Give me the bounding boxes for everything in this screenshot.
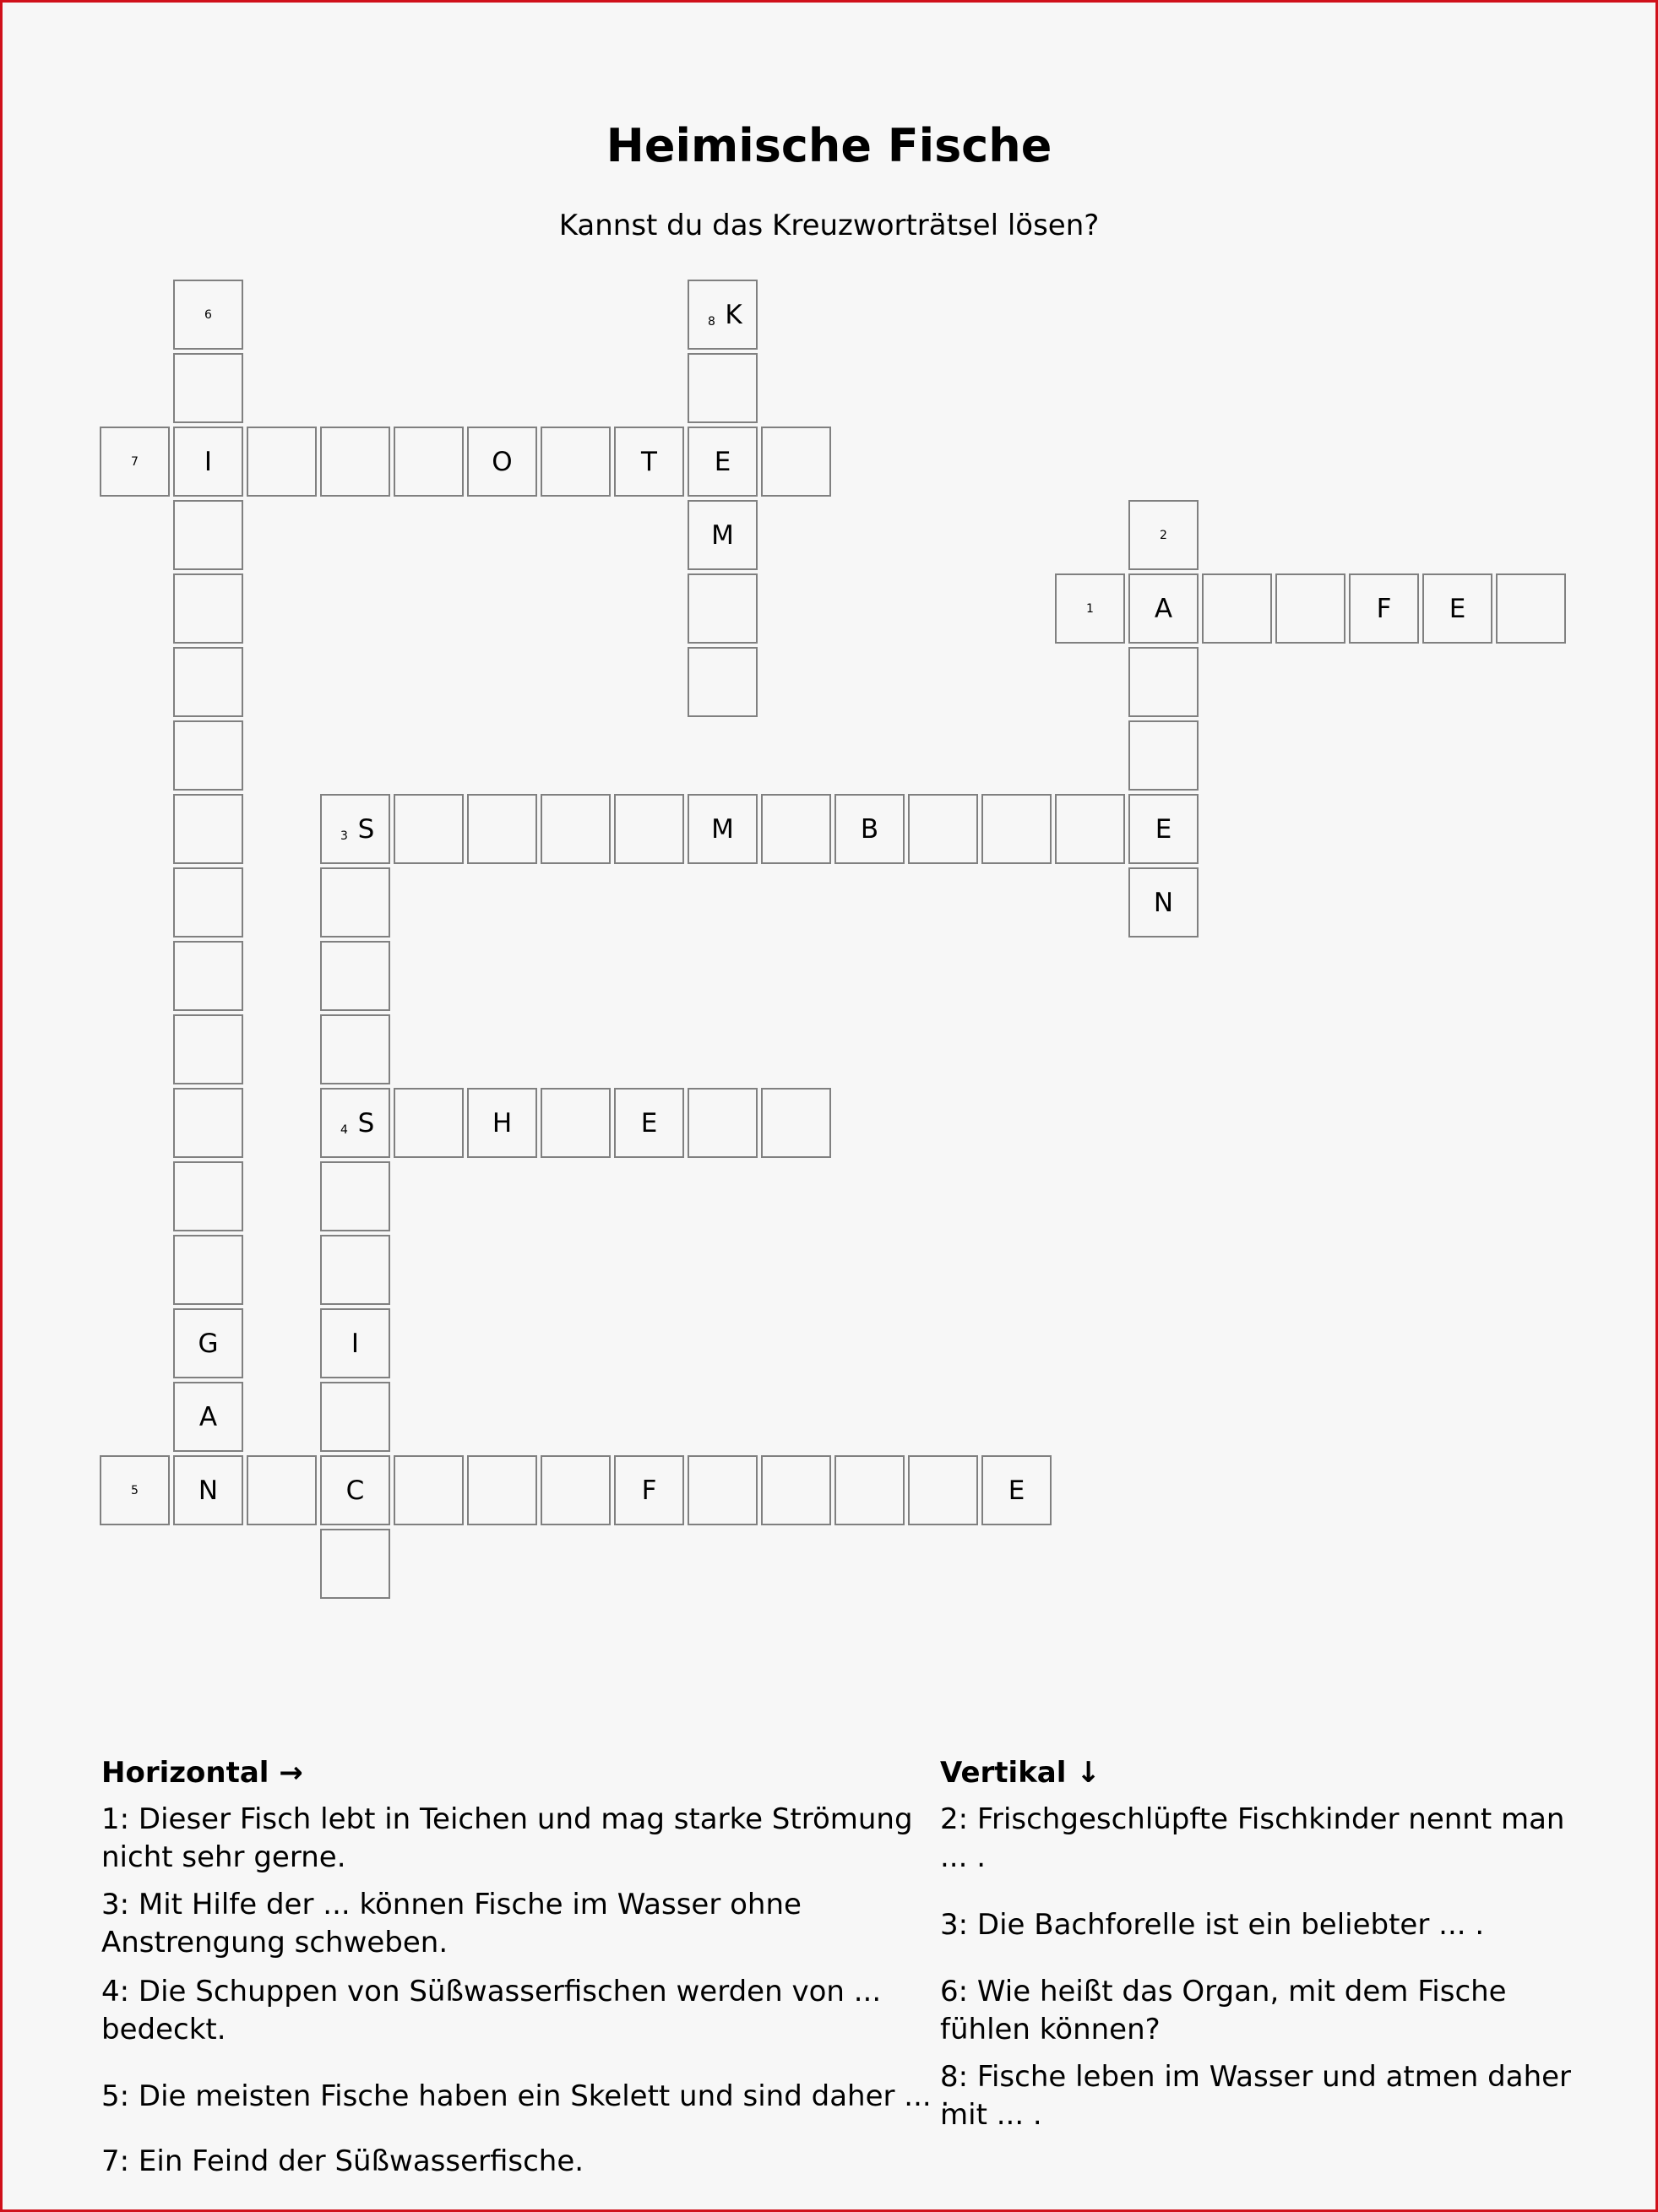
crossword-cell[interactable] bbox=[1055, 794, 1125, 864]
cell-letter: N bbox=[198, 1475, 219, 1506]
crossword-cell[interactable] bbox=[614, 794, 684, 864]
crossword-cell[interactable] bbox=[1422, 573, 1492, 644]
cell-letter: E bbox=[1008, 1475, 1025, 1506]
crossword-cell[interactable] bbox=[173, 941, 243, 1011]
crossword-cell[interactable] bbox=[320, 1014, 390, 1084]
clue-number: 5 bbox=[131, 1483, 139, 1497]
crossword-cell[interactable] bbox=[173, 500, 243, 570]
crossword-cell[interactable] bbox=[761, 1455, 831, 1525]
crossword-cell[interactable] bbox=[1128, 720, 1199, 791]
crossword-cell-clue-1[interactable] bbox=[1055, 573, 1125, 644]
crossword-cell[interactable] bbox=[908, 794, 978, 864]
crossword-cell[interactable] bbox=[173, 1382, 243, 1452]
crossword-cell-clue-7[interactable] bbox=[100, 427, 170, 497]
clue-horizontal-1: 1: Dieser Fisch lebt in Teichen und mag starke Strömung nicht sehr gerne. bbox=[101, 1802, 913, 1874]
crossword-cell[interactable] bbox=[688, 353, 758, 423]
crossword-cell-clue-5[interactable] bbox=[100, 1455, 170, 1525]
clue-number: 8 bbox=[708, 315, 715, 329]
clue-horizontal-3: 3: Mit Hilfe der ... können Fische im Wasser ohne Anstrengung schweben. bbox=[101, 1888, 802, 1959]
crossword-cell[interactable] bbox=[247, 427, 317, 497]
cell-letter: M bbox=[711, 519, 734, 551]
crossword-cell-clue-4[interactable] bbox=[320, 1088, 390, 1158]
cell-letter: A bbox=[198, 1401, 218, 1432]
crossword-cell[interactable] bbox=[173, 1235, 243, 1305]
crossword-cell[interactable] bbox=[320, 1235, 390, 1305]
crossword-cell[interactable] bbox=[688, 1088, 758, 1158]
crossword-cell[interactable] bbox=[1496, 573, 1566, 644]
crossword-cell[interactable] bbox=[761, 794, 831, 864]
crossword-cell[interactable] bbox=[320, 427, 390, 497]
crossword-cell[interactable] bbox=[173, 1088, 243, 1158]
cell-letter: F bbox=[1376, 593, 1392, 624]
crossword-cell[interactable] bbox=[1128, 647, 1199, 717]
crossword-cell[interactable] bbox=[320, 1161, 390, 1231]
clue-horizontal-5: 5: Die meisten Fische haben ein Skelett und sind daher ... . bbox=[101, 2079, 950, 2113]
crossword-cell[interactable] bbox=[1202, 573, 1272, 644]
crossword-grid bbox=[3, 3, 1658, 1649]
crossword-cell[interactable] bbox=[394, 1088, 464, 1158]
clue-vertical-3: 3: Die Bachforelle ist ein beliebter ... . bbox=[940, 1908, 1485, 1942]
crossword-cell[interactable] bbox=[467, 427, 537, 497]
cell-letter: C bbox=[345, 1475, 365, 1506]
crossword-cell[interactable] bbox=[908, 1455, 978, 1525]
crossword-cell[interactable] bbox=[394, 794, 464, 864]
crossword-cell[interactable] bbox=[467, 1455, 537, 1525]
cell-letter: N bbox=[1153, 887, 1174, 918]
crossword-cell-clue-3[interactable] bbox=[320, 794, 390, 864]
cell-letter: I bbox=[351, 1328, 360, 1359]
cell-letter: T bbox=[641, 446, 657, 477]
crossword-cell-clue-8[interactable] bbox=[688, 280, 758, 350]
crossword-cell[interactable] bbox=[394, 427, 464, 497]
crossword-cell[interactable] bbox=[981, 1455, 1052, 1525]
crossword-cell[interactable] bbox=[688, 647, 758, 717]
crossword-cell[interactable] bbox=[320, 1529, 390, 1599]
crossword-cell[interactable] bbox=[173, 1455, 243, 1525]
clue-number: 7 bbox=[131, 454, 139, 469]
crossword-cell[interactable] bbox=[614, 427, 684, 497]
crossword-cell[interactable] bbox=[1128, 573, 1199, 644]
crossword-cell[interactable] bbox=[173, 647, 243, 717]
cell-letter: S bbox=[357, 813, 375, 845]
crossword-cell[interactable] bbox=[173, 427, 243, 497]
crossword-cell[interactable] bbox=[688, 573, 758, 644]
cell-letter: E bbox=[640, 1107, 658, 1139]
crossword-cell[interactable] bbox=[541, 1455, 611, 1525]
crossword-cell[interactable] bbox=[467, 794, 537, 864]
cell-letter: H bbox=[492, 1107, 513, 1139]
crossword-cell[interactable] bbox=[394, 1455, 464, 1525]
cell-letter: E bbox=[1155, 813, 1172, 845]
crossword-cell[interactable] bbox=[320, 867, 390, 938]
cell-letter: M bbox=[711, 813, 734, 845]
crossword-cell-clue-2[interactable] bbox=[1128, 500, 1199, 570]
crossword-cell[interactable] bbox=[1128, 794, 1199, 864]
crossword-cell[interactable] bbox=[688, 500, 758, 570]
horizontal-heading: Horizontal → bbox=[101, 1756, 303, 1790]
crossword-cell[interactable] bbox=[173, 353, 243, 423]
cell-letter: I bbox=[204, 446, 213, 477]
crossword-cell[interactable] bbox=[541, 1088, 611, 1158]
crossword-cell[interactable] bbox=[688, 1455, 758, 1525]
vertical-heading: Vertikal ↓ bbox=[940, 1756, 1101, 1790]
crossword-cell[interactable] bbox=[614, 1455, 684, 1525]
crossword-cell[interactable] bbox=[834, 794, 905, 864]
crossword-cell[interactable] bbox=[320, 941, 390, 1011]
cell-letter: S bbox=[357, 1107, 375, 1139]
crossword-cell-clue-6[interactable] bbox=[173, 280, 243, 350]
clue-vertical-6: 6: Wie heißt das Organ, mit dem Fische fühlen können? bbox=[940, 1975, 1507, 2046]
crossword-cell[interactable] bbox=[614, 1088, 684, 1158]
crossword-cell[interactable] bbox=[834, 1455, 905, 1525]
page-subtitle: Kannst du das Kreuzworträtsel lösen? bbox=[558, 209, 1100, 242]
crossword-cell[interactable] bbox=[173, 794, 243, 864]
crossword-cell[interactable] bbox=[688, 427, 758, 497]
crossword-cell[interactable] bbox=[173, 867, 243, 938]
crossword-cell[interactable] bbox=[1128, 867, 1199, 938]
clue-horizontal-7: 7: Ein Feind der Süßwasserfische. bbox=[101, 2144, 584, 2178]
clue-number: 3 bbox=[340, 829, 348, 843]
crossword-cell[interactable] bbox=[541, 427, 611, 497]
clue-vertical-8: 8: Fische leben im Wasser und atmen daher mit ... . bbox=[940, 2060, 1572, 2132]
cell-letter: K bbox=[725, 299, 742, 330]
crossword-cell[interactable] bbox=[1349, 573, 1419, 644]
crossword-cell[interactable] bbox=[173, 1161, 243, 1231]
cell-letter: A bbox=[1154, 593, 1173, 624]
crossword-cell[interactable] bbox=[761, 1088, 831, 1158]
crossword-cell[interactable] bbox=[173, 720, 243, 791]
clue-number: 2 bbox=[1160, 528, 1167, 542]
clue-horizontal-4: 4: Die Schuppen von Süßwasserfischen werden von ... bedeckt. bbox=[101, 1975, 882, 2046]
crossword-cell[interactable] bbox=[320, 1455, 390, 1525]
clue-number: 4 bbox=[340, 1123, 348, 1137]
crossword-cell[interactable] bbox=[173, 1014, 243, 1084]
cell-letter: E bbox=[1449, 593, 1466, 624]
crossword-cell[interactable] bbox=[761, 427, 831, 497]
crossword-cell[interactable] bbox=[173, 573, 243, 644]
page-title: Heimische Fische bbox=[606, 119, 1052, 172]
crossword-cell[interactable] bbox=[1275, 573, 1345, 644]
crossword-cell[interactable] bbox=[173, 1308, 243, 1378]
crossword-cell[interactable] bbox=[467, 1088, 537, 1158]
cell-letter: G bbox=[198, 1328, 219, 1359]
cell-letter: B bbox=[860, 813, 879, 845]
cell-letter: O bbox=[492, 446, 513, 477]
crossword-cell[interactable] bbox=[247, 1455, 317, 1525]
crossword-cell[interactable] bbox=[320, 1308, 390, 1378]
clue-vertical-2: 2: Frischgeschlüpfte Fischkinder nennt man ... . bbox=[940, 1802, 1565, 1874]
crossword-cell[interactable] bbox=[688, 794, 758, 864]
clue-number: 1 bbox=[1086, 601, 1094, 616]
crossword-cell[interactable] bbox=[541, 794, 611, 864]
crossword-cell[interactable] bbox=[981, 794, 1052, 864]
cell-letter: F bbox=[641, 1475, 657, 1506]
cell-letter: E bbox=[714, 446, 731, 477]
clue-number: 6 bbox=[204, 307, 212, 322]
crossword-cell[interactable] bbox=[320, 1382, 390, 1452]
